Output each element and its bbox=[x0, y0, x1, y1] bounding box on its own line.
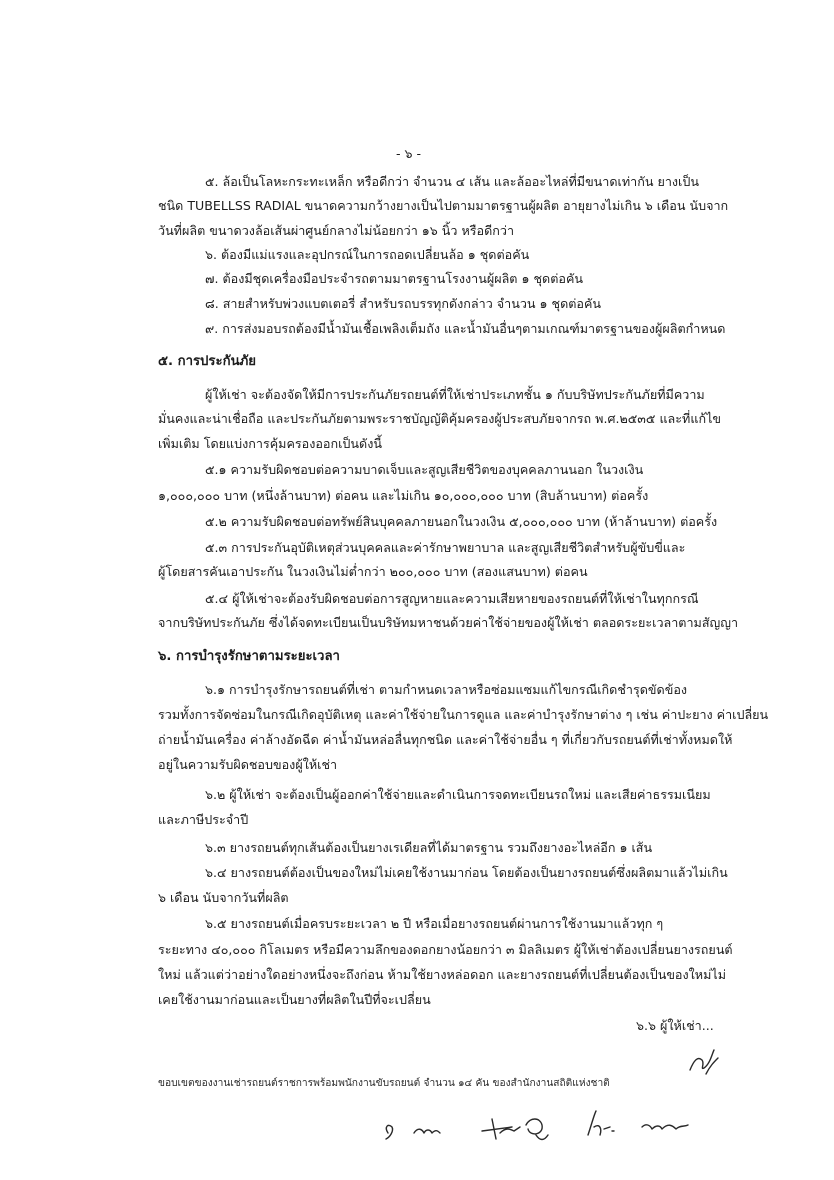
body-line: รวมทั้งการจัดซ่อมในกรณีเกิดอุบัติเหตุ และค่าใช้จ่ายในการดูแล และค่าบำรุงรักษาต่าง ๆ เช่น ค่าปะยาง ค่าเปลี่ยน bbox=[158, 707, 769, 722]
body-line: ระยะทาง ๔๐,๐๐๐ กิโลเมตร หรือมีความลึกของดอกยางน้อยกว่า ๓ มิลลิเมตร ผู้ให้เช่าต้องเปลี่ยนยางรถยนต์ bbox=[158, 942, 733, 957]
body-line: ๘. สายสำหรับพ่วงแบตเตอรี่ สำหรับรถบรรทุกดังกล่าว จำนวน ๑ ชุดต่อคัน bbox=[205, 296, 602, 311]
body-line: ๗. ต้องมีชุดเครื่องมือประจำรถตามมาตรฐานโรงงานผู้ผลิต ๑ ชุดต่อคัน bbox=[205, 271, 583, 286]
continuation-text: ๖.๖ ผู้ให้เช่า... bbox=[636, 1018, 714, 1033]
body-line: ถ่ายน้ำมันเครื่อง ค่าล้างอัดฉีด ค่าน้ำมันหล่อลื่นทุกชนิด และค่าใช้จ่ายอื่น ๆ ที่เกี่ยวกับรถยนต์ที่เช่าทั้งหมดให้ bbox=[158, 732, 733, 747]
body-line: ๕.๑ ความรับผิดชอบต่อความบาดเจ็บและสูญเสียชีวิตของบุคคลภานนอก ในวงเงิน bbox=[205, 462, 644, 477]
initial-signature-right bbox=[684, 1046, 724, 1078]
body-line: อยู่ในความรับผิดชอบของผู้ให้เช่า bbox=[158, 757, 338, 772]
body-line: ผู้ให้เช่า จะต้องจัดให้มีการประกันภัยรถยนต์ที่ให้เช่าประเภทชั้น ๑ กับบริษัทประกันภัยที่มีความ bbox=[205, 387, 705, 402]
body-line: ๖.๓ ยางรถยนต์ทุกเส้นต้องเป็นยางเรเดียลที่ได้มาตรฐาน รวมถึงยางอะไหล่อีก ๑ เส้น bbox=[205, 840, 653, 855]
body-line: ใหม่ แล้วแต่ว่าอย่างใดอย่างหนึ่งจะถึงก่อน ห้ามใช้ยางหล่อดอก และยางรถยนต์ที่เปลี่ยนต้องเป็นของใหม่ไม่ bbox=[158, 967, 727, 982]
body-line: ๖.๑ การบำรุงรักษารถยนต์ที่เช่า ตามกำหนดเวลาหรือซ่อมแซมแก้ไขกรณีเกิดชำรุดขัดข้อง bbox=[205, 682, 688, 697]
body-line: ๖.๔ ยางรถยนต์ต้องเป็นของใหม่ไม่เคยใช้งานมาก่อน โดยต้องเป็นยางรถยนต์ซึ่งผลิตมาแล้วไม่เกิน bbox=[205, 865, 728, 880]
body-line: ๙. การส่งมอบรถต้องมีน้ำมันเชื้อเพลิงเต็มถัง และน้ำมันอื่นๆตามเกณฑ์มาตรฐานของผู้ผลิตกำหนด bbox=[205, 321, 726, 336]
body-line: ๖ เดือน นับจากวันที่ผลิต bbox=[158, 890, 289, 905]
committee-signatures bbox=[380, 1105, 710, 1155]
section-heading-insurance: ๕. การประกันภัย bbox=[158, 354, 257, 369]
body-line: ผู้โดยสารคันเอาประกัน ในวงเงินไม่ต่ำกว่า ๒๐๐,๐๐๐ บาท (สองแสนบาท) ต่อคน bbox=[158, 564, 588, 579]
body-line: ๕.๓ การประกันอุบัติเหตุส่วนบุคคลและค่ารักษาพยาบาล และสูญเสียชีวิตสำหรับผู้ขับขี่และ bbox=[205, 540, 686, 555]
body-line: ๕.๒ ความรับผิดชอบต่อทรัพย์สินบุคคลภายนอกในวงเงิน ๕,๐๐๐,๐๐๐ บาท (ห้าล้านบาท) ต่อครั้ง bbox=[205, 514, 718, 529]
body-line: ๖. ต้องมีแม่แรงและอุปกรณ์ในการถอดเปลี่ยนล้อ ๑ ชุดต่อคัน bbox=[205, 247, 530, 262]
body-line: เคยใช้งานมาก่อนและเป็นยางที่ผลิตในปีที่จะเปลี่ยน bbox=[158, 992, 431, 1007]
body-line: มั่นคงและน่าเชื่อถือ และประกันภัยตามพระราชบัญญัติคุ้มครองผู้ประสบภัยจากรถ พ.ศ.๒๕๓๕ และที่แก้ไข bbox=[158, 411, 722, 426]
body-line: ๕. ล้อเป็นโลหะกระทะเหล็ก หรือดีกว่า จำนวน ๔ เส้น และล้ออะไหล่ที่มีขนาดเท่ากัน ยางเป็น bbox=[205, 174, 699, 189]
body-line: ๖.๒ ผู้ให้เช่า จะต้องเป็นผู้ออกค่าใช้จ่ายและดำเนินการจดทะเบียนรถใหม่ และเสียค่าธรรมเนียม bbox=[205, 787, 711, 802]
body-line: วันที่ผลิต ขนาดวงล้อเส้นผ่าศูนย์กลางไม่น้อยกว่า ๑๖ นิ้ว หรือดีกว่า bbox=[158, 223, 515, 238]
footer-title: ขอบเขตของงานเช่ารถยนต์ราชการพร้อมพนักงานขับรถยนต์ จำนวน ๑๔ คัน ของสำนักงานสถิติแห่งชาติ bbox=[158, 1078, 610, 1089]
page-number: - ๖ - bbox=[396, 146, 422, 161]
body-line: จากบริษัทประกันภัย ซึ่งได้จดทะเบียนเป็นบริษัทมหาชนด้วยค่าใช้จ่ายของผู้ให้เช่า ตลอดระยะเวลาตามสัญญา bbox=[158, 615, 739, 630]
body-line: ๑,๐๐๐,๐๐๐ บาท (หนึ่งล้านบาท) ต่อคน และไม่เกิน ๑๐,๐๐๐,๐๐๐ บาท (สิบล้านบาท) ต่อครั้ง bbox=[158, 488, 649, 503]
body-line: และภาษีประจำปี bbox=[158, 812, 249, 827]
body-line: ๖.๕ ยางรถยนต์เมื่อครบระยะเวลา ๒ ปี หรือเมื่อยางรถยนต์ผ่านการใช้งานมาแล้วทุก ๆ bbox=[205, 916, 664, 931]
section-heading-maintenance: ๖. การบำรุงรักษาตามระยะเวลา bbox=[158, 649, 340, 664]
body-line: ชนิด TUBELLSS RADIAL ขนาดความกว้างยางเป็นไปตามมาตรฐานผู้ผลิต อายุยางไม่เกิน ๖ เดือน นับจาก bbox=[158, 198, 729, 213]
body-line: ๕.๔ ผู้ให้เช่าจะต้องรับผิดชอบต่อการสูญหายและความเสียหายของรถยนต์ที่ให้เช่าในทุกกรณี bbox=[205, 591, 699, 606]
body-line: เพิ่มเติม โดยแบ่งการคุ้มครองออกเป็นดังนี้ bbox=[158, 436, 382, 451]
